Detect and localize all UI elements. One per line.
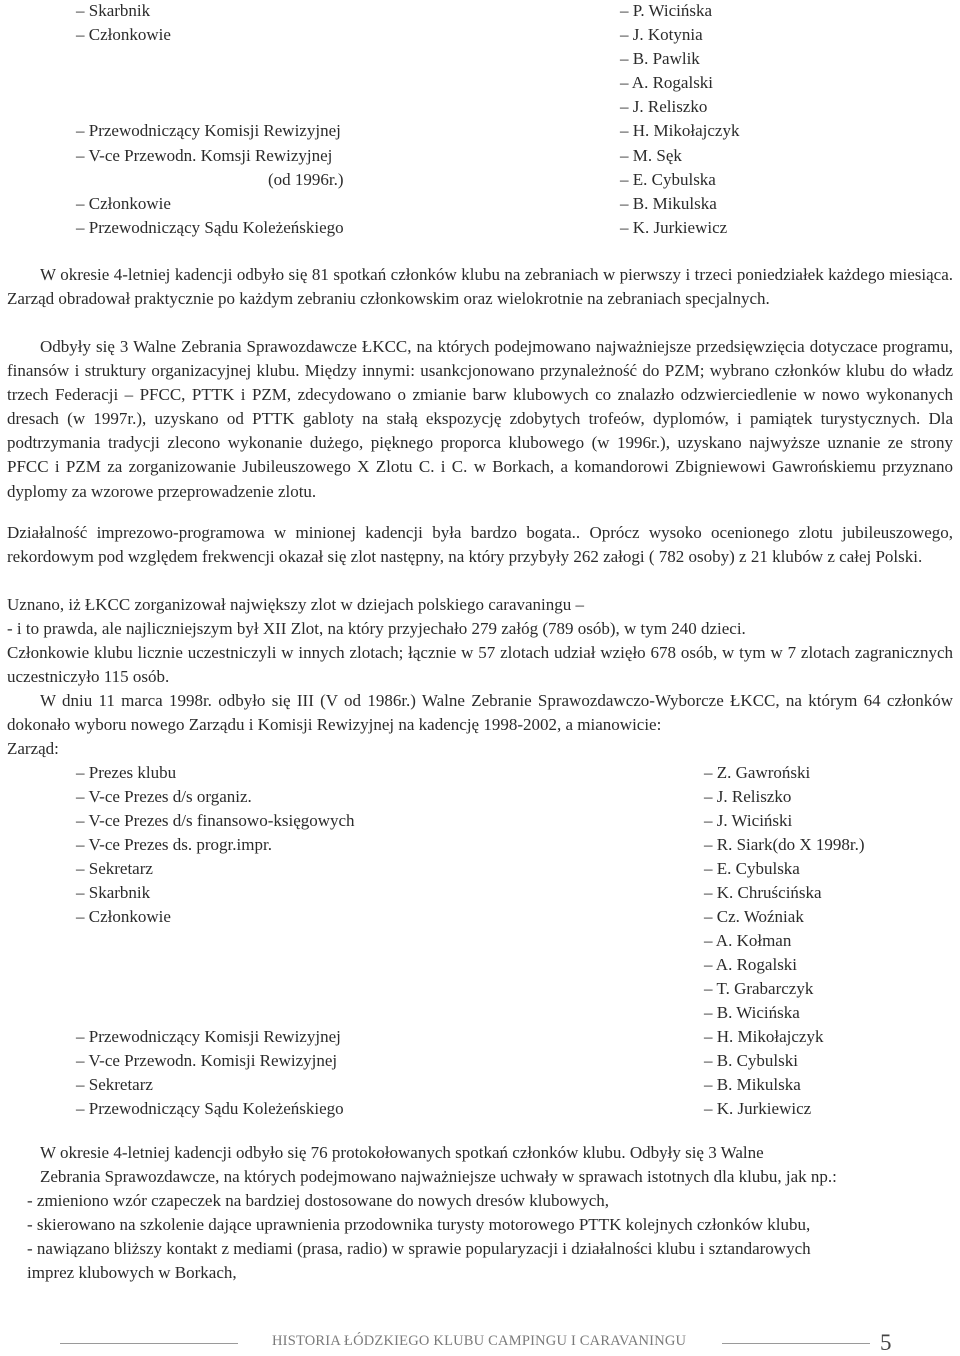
paragraph-largest-rally: Uznano, iż ŁKCC zorganizował największy zlot w dziejach polskiego caravaningu – bbox=[7, 595, 585, 614]
roster-name: – P. Wicińska bbox=[620, 1, 713, 20]
roster-name: – B. Wicińska bbox=[704, 1003, 800, 1022]
roster-role: – Prezes klubu bbox=[76, 763, 177, 782]
roster-name: – K. Jurkiewicz bbox=[704, 1099, 812, 1118]
paragraph-text: Członkowie klubu licznie uczestniczyli w innych zlotach; łącznie w 57 zlotach udział wzięło 678 osób, w tym w 7 zlotach zagranicznych uczestniczyło 115 osób. bbox=[7, 643, 953, 687]
paragraph-text: Odbyły się 3 Walne Zebrania Sprawozdawcze ŁKCC, na których podejmowano najważniejsze przedsięwzięcia dotyczace programu, finansów i struktury organizacyjnej klubu. Między innymi: usankcjonowano przynależność do PZM; wybrano członków klubu do władz trzech Federacji – PFCC, PTTK i PZM, zdecydowano o zmianie barw klubowych co znalazło odzwierciedlenie w nowo wykonanych dresach (w 1997r.), uzyskano od PTTK gabloty na stałą ekspozycję zdobytych trofeów, dyplomów, i pamiątek turystycznych. Dla podtrzymania tradycji zlecono wykonanie dużego, pięknego proporca klubowego (w 1996r.), uzyskano najwyższe uznanie ze strony PFCC i PZM za zorganizowanie Jubileuszowego X Zlotu C. i C. w Borkach, a komandorowi Zbigniewowi Gawrońskiemu przyznano dyplomy za wzorowe przeprowadzenie zlotu. bbox=[7, 337, 953, 501]
bullet-continuation: imprez klubowych w Borkach, bbox=[27, 1263, 237, 1282]
paragraph-election bbox=[7, 689, 953, 737]
paragraph-twelfth-rally: - i to prawda, ale najliczniejszym był XII Zlot, na który przyjechało 279 załóg (789 osób), w tym 240 dzieci. bbox=[7, 619, 746, 638]
roster-name: – J. Kotynia bbox=[620, 25, 703, 44]
roster-role: – Przewodniczący Komisji Rewizyjnej bbox=[76, 121, 341, 140]
roster-role: – Przewodniczący Sądu Koleżeńskiego bbox=[76, 218, 344, 237]
roster-role: – Członkowie bbox=[76, 25, 171, 44]
footer-rule-left bbox=[60, 1343, 238, 1344]
roster-name: – E. Cybulska bbox=[704, 859, 800, 878]
roster-role: – V-ce Prezes d/s organiz. bbox=[76, 787, 252, 806]
roster-role: – Skarbnik bbox=[76, 883, 151, 902]
roster-name: – T. Grabarczyk bbox=[704, 979, 814, 998]
bullet-item: - nawiązano bliższy kontakt z mediami (prasa, radio) w sprawie popularyzacji i działalności klubu i sztandarowych bbox=[27, 1239, 811, 1258]
roster-role: – Członkowie bbox=[76, 194, 171, 213]
roster-role: – V-ce Prezes d/s finansowo-księgowych bbox=[76, 811, 355, 830]
paragraph-summary-line2: Zebrania Sprawozdawcze, na których podejmowano najważniejsze uchwały w sprawach istotnych dla klubu, jak np.: bbox=[40, 1167, 837, 1186]
roster-role: (od 1996r.) bbox=[268, 170, 344, 189]
roster-name: – E. Cybulska bbox=[620, 170, 716, 189]
roster-role: – V-ce Przewodn. Komsji Rewizyjnej bbox=[76, 146, 333, 165]
roster-role: – Skarbnik bbox=[76, 1, 151, 20]
roster-name: – A. Kołman bbox=[704, 931, 792, 950]
page-number: 5 bbox=[880, 1330, 892, 1355]
paragraph-text: W dniu 11 marca 1998r. odbyło się III (V od 1986r.) Walne Zebranie Sprawozdawczo-Wyborcze ŁKCC, na którym 64 członków dokonało wyboru nowego Zarządu i Komisji Rewizyjnej na kadencję 1998-2002, a mianowicie: bbox=[7, 691, 953, 735]
roster-name: – Cz. Woźniak bbox=[704, 907, 804, 926]
roster-name: – B. Mikulska bbox=[704, 1075, 801, 1094]
roster-role: – Członkowie bbox=[76, 907, 171, 926]
footer-title: HISTORIA ŁÓDZKIEGO KLUBU CAMPINGU I CARAVANINGU bbox=[272, 1333, 687, 1349]
paragraph-summary-line1: W okresie 4-letniej kadencji odbyło się 76 protokołowanych spotkań członków klubu. Odbyły się 3 Walne bbox=[40, 1143, 764, 1162]
roster-name: – Z. Gawroński bbox=[704, 763, 811, 782]
paragraph-activity bbox=[7, 521, 953, 569]
paragraph-other-rallies bbox=[7, 641, 953, 689]
roster-name: – J. Reliszko bbox=[704, 787, 792, 806]
roster-name: – H. Mikołajczyk bbox=[620, 121, 740, 140]
roster-role: – Przewodniczący Sądu Koleżeńskiego bbox=[76, 1099, 344, 1118]
zarzad-label: Zarząd: bbox=[7, 739, 59, 758]
footer-rule-right bbox=[722, 1343, 870, 1344]
roster-role: – V-ce Przewodn. Komisji Rewizyjnej bbox=[76, 1051, 338, 1070]
roster-name: – M. Sęk bbox=[620, 146, 682, 165]
paragraph-general-meetings bbox=[7, 335, 953, 504]
bullet-item: - zmieniono wzór czapeczek na bardziej dostosowane do nowych dresów klubowych, bbox=[27, 1191, 610, 1210]
roster-name: – B. Pawlik bbox=[620, 49, 700, 68]
roster-name: – A. Rogalski bbox=[620, 73, 714, 92]
bullet-item: - skierowano na szkolenie dające uprawnienia przodownika turysty motorowego PTTK kolejnych członków klubu, bbox=[27, 1215, 811, 1234]
paragraph-text: W okresie 4-letniej kadencji odbyło się 81 spotkań członków klubu na zebraniach w pierwszy i trzeci poniedziałek każdego miesiąca. Zarząd obradował praktycznie po każdym zebraniu członkowskim oraz wielokrotnie na zebraniach specjalnych. bbox=[7, 265, 953, 309]
roster-role: – Sekretarz bbox=[76, 859, 153, 878]
roster-name: – B. Mikulska bbox=[620, 194, 717, 213]
paragraph-text: Działalność imprezowo-programowa w minionej kadencji była bardzo bogata.. Oprócz wysoko ocenionego zlotu jubileuszowego, rekordowym pod względem frekwencji okazał się zlot następny, na który przybyły 262 załogi ( 782 osoby) z 21 klubów z całej Polski. bbox=[7, 523, 953, 567]
roster-role: – V-ce Prezes ds. progr.impr. bbox=[76, 835, 272, 854]
roster-name: – J. Wiciński bbox=[704, 811, 793, 830]
roster-name: – R. Siark(do X 1998r.) bbox=[704, 835, 865, 854]
roster-name: – A. Rogalski bbox=[704, 955, 798, 974]
roster-role: – Przewodniczący Komisji Rewizyjnej bbox=[76, 1027, 341, 1046]
roster-name: – B. Cybulski bbox=[704, 1051, 798, 1070]
paragraph-meetings bbox=[7, 263, 953, 311]
roster-role: – Sekretarz bbox=[76, 1075, 153, 1094]
roster-name: – H. Mikołajczyk bbox=[704, 1027, 824, 1046]
roster-name: – J. Reliszko bbox=[620, 97, 708, 116]
roster-name: – K. Chruścińska bbox=[704, 883, 822, 902]
roster-name: – K. Jurkiewicz bbox=[620, 218, 728, 237]
